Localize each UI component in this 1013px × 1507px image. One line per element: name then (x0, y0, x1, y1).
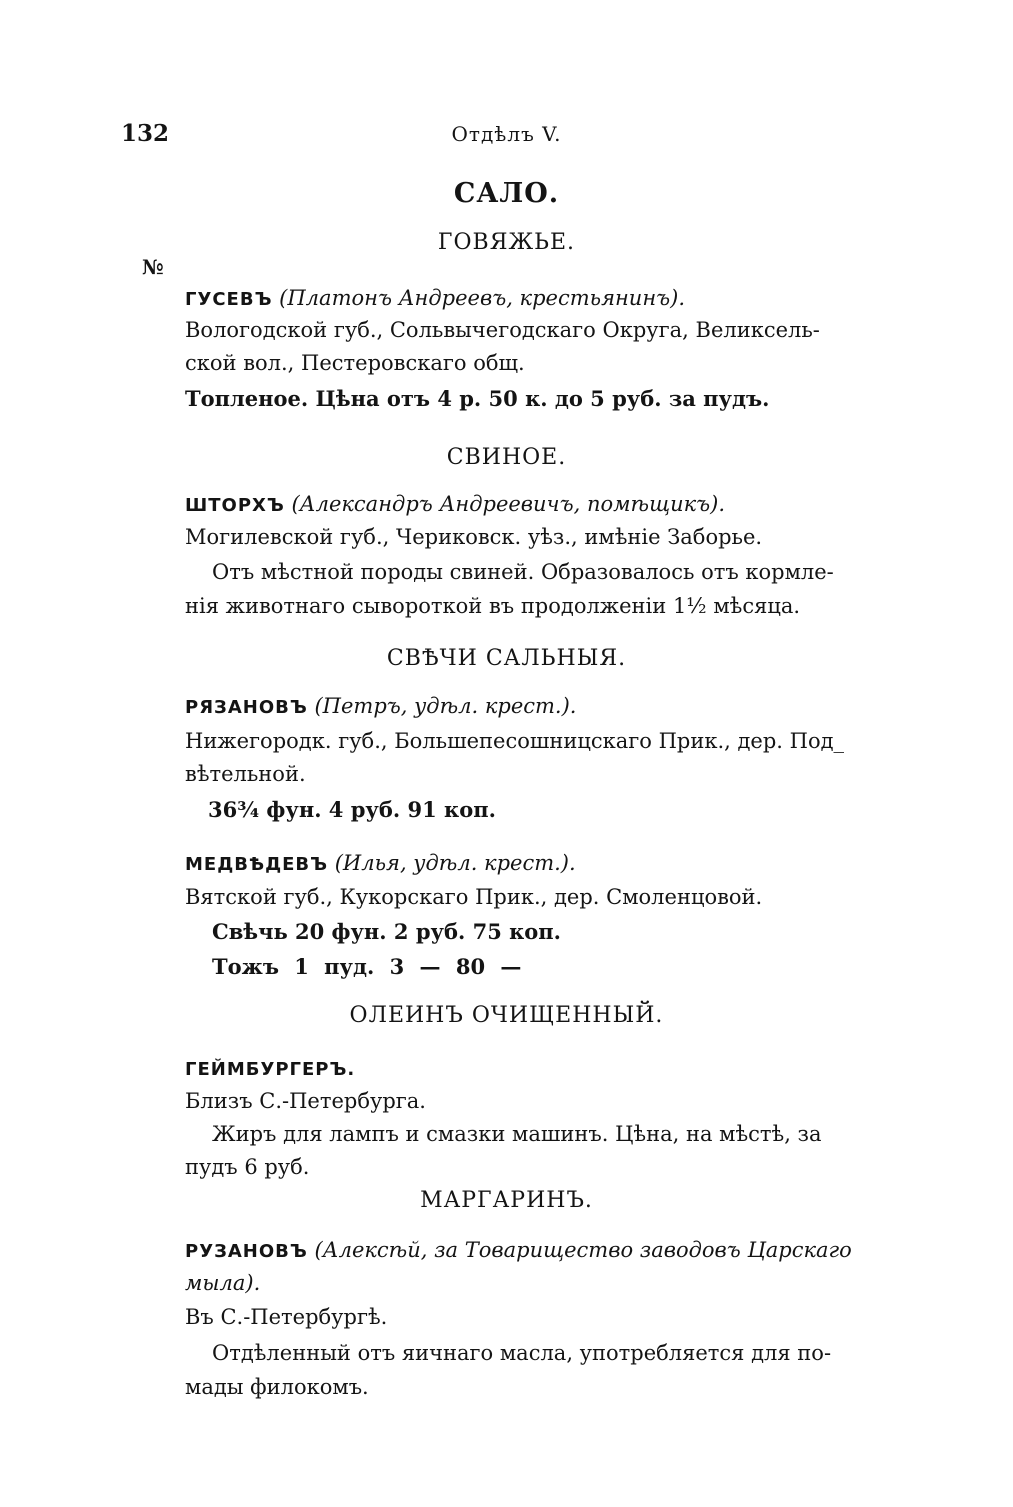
section-title: САЛО. (453, 178, 560, 209)
number-sign: № (142, 255, 164, 279)
entry-gusev-location-1: Вологодской губ., Сольвычегодскаго Округа, Великсель- (185, 318, 820, 342)
subheading-govyazhie: ГОВЯЖЬЕ. (437, 230, 576, 255)
entry-geimburger-heading (185, 1056, 355, 1080)
entry-geimburger-note-2: пудъ 6 руб. (185, 1155, 310, 1179)
entry-geimburger-note-1: Жиръ для лампъ и смазки машинъ. Цѣна, на мѣстѣ, за (212, 1122, 822, 1146)
entry-shtorkh-location: Могилевской губ., Чериковск. уѣз., имѣніе Заборье. (185, 525, 763, 549)
entry-shtorkh-name: ШТОРХЪ (185, 495, 285, 516)
entry-shtorkh-note-2: нія животнаго сывороткой въ продолженіи 1½ мѣсяца. (185, 594, 801, 618)
entry-medvedev-heading (185, 851, 576, 875)
entry-gusev-desc: (Платонъ Андреевъ, крестьянинъ). (279, 286, 686, 310)
subheading-margarin: МАРГАРИНЪ. (420, 1188, 593, 1213)
entry-ryazanov-name: РЯЗАНОВЪ (185, 697, 308, 718)
entry-ruzanov-location: Въ С.-Петербургѣ. (185, 1305, 388, 1329)
entry-ruzanov-desc-1: (Алексѣй, за Товарищество заводовъ Царскаго (314, 1238, 852, 1262)
entry-gusev-location-2: ской вол., Пестеровскаго общ. (185, 351, 525, 375)
entry-geimburger-location: Близъ С.-Петербурга. (185, 1089, 426, 1113)
entry-medvedev-location: Вятской губ., Кукорскаго Прик., дер. Смоленцовой. (185, 885, 763, 909)
entry-ruzanov-name: РУЗАНОВЪ (185, 1241, 308, 1262)
entry-medvedev-note-1: Свѣчь 20 фун. 2 руб. 75 коп. (212, 919, 561, 944)
entry-ryazanov-heading (185, 694, 576, 718)
entry-gusev-note: Топленое. Цѣна отъ 4 р. 50 к. до 5 руб. за пудъ. (185, 386, 770, 411)
entry-shtorkh-heading (185, 492, 725, 516)
entry-ruzanov-note-2: мады филокомъ. (185, 1375, 369, 1399)
entry-ryazanov-location-2: вѣтельной. (185, 762, 306, 786)
subheading-olein: ОЛЕИНЪ ОЧИЩЕННЫЙ. (349, 1003, 664, 1028)
entry-geimburger-name: ГЕЙМБУРГЕРЪ. (185, 1059, 356, 1080)
entry-ryazanov-note: 36¾ фун. 4 руб. 91 коп. (208, 797, 496, 822)
entry-shtorkh-desc: (Александръ Андреевичъ, помѣщикъ). (291, 492, 726, 516)
page-number: 132 (121, 120, 170, 147)
subheading-svechi: СВѢЧИ САЛЬНЫЯ. (386, 646, 627, 671)
running-title: Отдѣлъ V. (451, 122, 562, 146)
entry-medvedev-note-2: Тожъ 1 пуд. 3 — 80 — (212, 954, 522, 979)
entry-ryazanov-desc: (Петръ, удѣл. крест.). (314, 694, 577, 718)
entry-ruzanov-heading (185, 1238, 852, 1262)
entry-ryazanov-location-1: Нижегородк. губ., Большепесошницскаго Прик., дер. Под_ (185, 729, 845, 753)
entry-ruzanov-desc-2: мыла). (185, 1271, 261, 1295)
entry-gusev-name: ГУСЕВЪ (185, 289, 273, 310)
subheading-svinoe: СВИНОЕ. (446, 445, 567, 470)
entry-medvedev-desc: (Илья, удѣл. крест.). (334, 851, 576, 875)
entry-ruzanov-note-1: Отдѣленный отъ яичнаго масла, употребляется для по- (212, 1341, 832, 1365)
entry-medvedev-name: МЕДВѢДЕВЪ (185, 854, 329, 875)
entry-gusev-heading (185, 286, 685, 310)
entry-shtorkh-note-1: Отъ мѣстной породы свиней. Образовалось отъ кормле- (212, 560, 834, 584)
